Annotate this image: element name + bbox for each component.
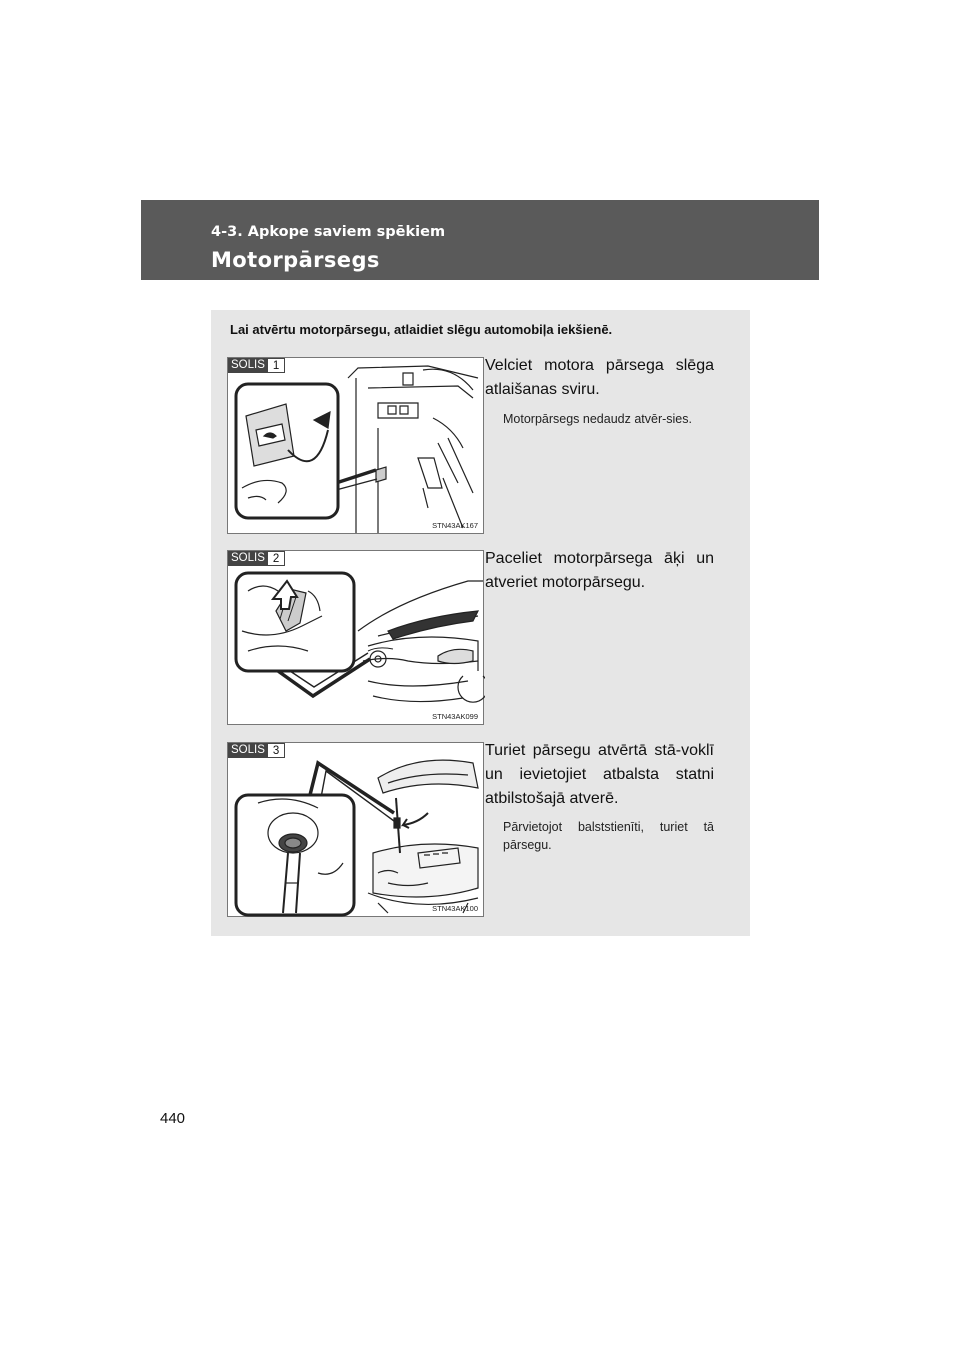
image-code: STN43AK100	[432, 904, 478, 913]
step-1-text: Velciet motora pārsega slēga atlaišanas sviru.	[485, 357, 714, 398]
step-badge-word: SOLIS	[228, 358, 268, 373]
step-2-illustration	[227, 550, 484, 725]
step-3-badge	[228, 743, 285, 758]
page-number: 440	[160, 1110, 186, 1127]
step-3-note: Pārvietojot balststienīti, turiet tā pārsegu.	[503, 820, 714, 852]
hood-support-rod-illustration	[228, 743, 485, 918]
step-2-text: Paceliet motorpārsega āķi un atveriet motorpārsegu.	[485, 550, 714, 591]
image-code: STN43AK167	[432, 521, 478, 530]
step-1-note: Motorpārsegs nedaudz atvēr-sies.	[503, 412, 692, 426]
step-badge-number: 3	[268, 743, 285, 758]
instructions-panel	[211, 310, 750, 936]
hood-hook-illustration	[228, 551, 485, 726]
step-badge-number: 1	[268, 358, 285, 373]
step-3-text: Turiet pārsegu atvērtā stā-voklī un ievietojiet atbalsta statni atbilstošajā atverē.	[485, 742, 714, 807]
step-1-badge	[228, 358, 285, 373]
step-badge-word: SOLIS	[228, 743, 268, 758]
page-title: Motorpārsegs	[211, 248, 380, 272]
section-label: 4-3. Apkope saviem spēkiem	[211, 224, 446, 240]
step-2-badge	[228, 551, 285, 566]
step-badge-word: SOLIS	[228, 551, 268, 566]
step-badge-number: 2	[268, 551, 285, 566]
intro-text: Lai atvērtu motorpārsegu, atlaidiet slēgu automobiļa iekšienē.	[230, 322, 613, 337]
step-3-illustration	[227, 742, 484, 917]
image-code: STN43AK099	[432, 712, 478, 721]
step-1-illustration	[227, 357, 484, 534]
header-band	[141, 200, 819, 280]
hood-release-lever-illustration	[228, 358, 485, 535]
